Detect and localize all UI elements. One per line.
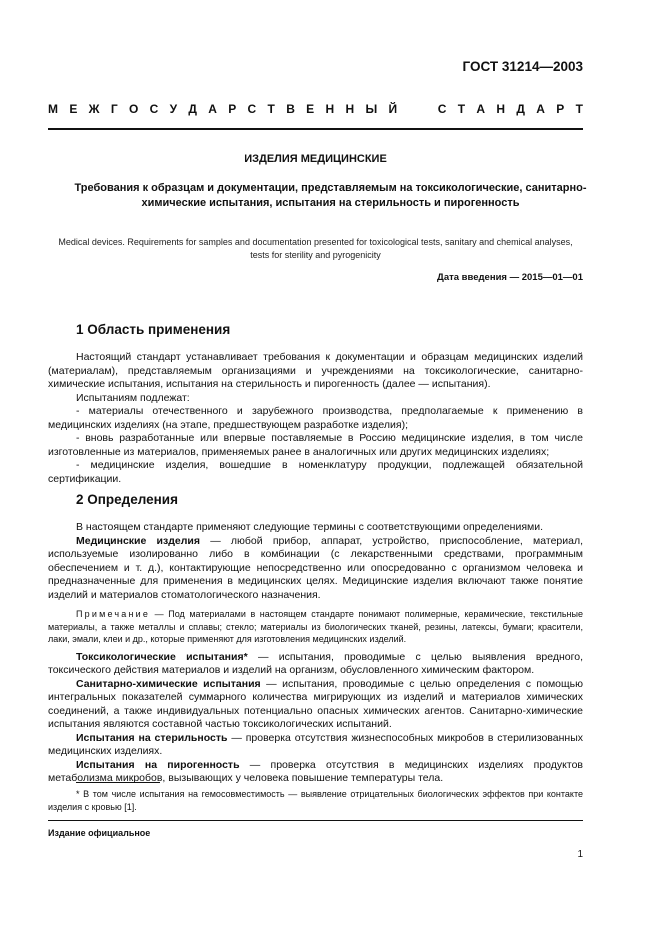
banner-letter: Ы [365,102,378,116]
banner-letter: М [48,102,58,116]
footer-divider [48,820,583,821]
publication-label: Издание официальное [48,828,151,838]
banner-letter: Д [188,102,197,116]
term-definition: — испытания, проводимые с целью выявления вредного, токсического действия материалов и изделий на организм, обусловленного химическим фактором. [48,650,583,676]
banner-letter: Й [388,102,398,116]
term: Медицинские изделия [76,534,200,547]
english-title: Medical devices. Requirements for samples and documentation presented for toxicological tests, sanitary and chemical analyses, tests for sterility and pyrogenicity [58,237,573,260]
banner-letter: Т [575,102,583,116]
banner-letter: Ж [88,102,100,116]
paragraph: В настоящем стандарте применяют следующие термины с соответствующими определениями. [76,521,544,533]
list-item: - материалы отечественного и зарубежного производства, предполагаемые к применению в медицинских изделиях (на этапе, предшествующем разработке изделия); [48,405,583,431]
document-subtitle: Требования к образцам и документации, представляемым на токсикологические, санитарно-химические испытания, испытания на стерильность и пирогенность [74,182,587,209]
effective-date: Дата введения — 2015—01—01 [437,272,583,283]
list-item: - медицинские изделия, вошедшие в номенклатуру продукции, подлежащей обязательной сертификации. [48,459,583,485]
term: Испытания на стерильность [76,731,228,744]
header-divider [48,128,583,130]
banner-letter: У [169,102,178,116]
definition [48,732,583,759]
document-title: ИЗДЕЛИЯ МЕДИЦИНСКИЕ [244,153,387,165]
footnote [48,788,583,813]
section-2-heading: 2 Определения [76,492,178,507]
section-1-heading: 1 Область применения [76,322,231,337]
banner-letter: О [128,102,139,116]
definition [48,535,583,603]
banner-letter: Е [306,102,315,116]
banner-letter [423,102,426,116]
banner-letter: А [476,102,486,116]
footnote-divider [76,782,160,783]
banner-letter: Д [516,102,525,116]
term-definition: — проверка отсутствия жизнеспособных микробов в стерилизованных медицинских изделиях. [48,731,583,757]
term-definition: — проверка отсутствия в медицинских изделиях продуктов метаболизма микробов, вызывающих у человека повышение температуры тела. [48,758,583,784]
term: Испытания на пирогенность [76,758,240,771]
standard-banner [48,102,583,116]
section-1-body [48,351,583,486]
banner-letter: С [247,102,257,116]
note-text: — Под материалами в настоящем стандарте понимают полимерные, керамические, текстильные материалы, а также металлы и сплавы; стекло; материалы из биологических тканей, резины, латексы, бумаги; красители, лаки, эмали, клеи и др., которые применяют для изготовления медицинских изделий. [48,609,583,644]
banner-letter: Р [556,102,565,116]
banner-letter: Т [457,102,466,116]
banner-letter: Н [496,102,506,116]
term: Санитарно-химические испытания [76,677,261,690]
banner-letter: Г [110,102,118,116]
paragraph: Настоящий стандарт устанавливает требования к документации и образцам медицинских изделий (материалам), представляемым организациями и учреждениями на токсикологические, санитарно-химические испытания, испытания на стерильность и пирогенность (далее — испытания). [48,351,583,390]
term-definition: — любой прибор, аппарат, устройство, приспособление, материал, используемые изолированно либо в комбинации (с лекарственными средствами, программным обеспечением и т. д.), контактирующие непосредственно или опосредованно с организмом человека и предназначенные для применения в медицинских целях. Медицинские изделия включают также понятие изделий и материалов стоматологического назначения. [48,534,584,601]
paragraph: Испытаниям подлежат: [76,391,190,404]
banner-letter: Н [325,102,335,116]
banner-letter: Е [69,102,78,116]
term-definition: — испытания, проводимые с целью определения с помощью интегральных показателей суммарного количества мигрирующих из изделий и материалов химических соединений, а также индивидуальных потенциально опасных химических агентов. Санитарно-химические испытания являются составной частью токсикологических испытаний. [48,677,583,730]
banner-letter: В [286,102,295,116]
banner-letter: Т [267,102,275,116]
banner-letter: Р [228,102,237,116]
note [48,608,583,646]
note-label: Примечание [76,609,151,619]
document-number: ГОСТ 31214—2003 [462,59,583,74]
section-2-body [48,521,583,786]
list-item: - вновь разработанные или впервые поставляемые в Россию медицинские изделия, в том числе изготовленные из материалов, применяемых ранее в аналогичных или других медицинских изделиях; [48,432,583,458]
banner-letter: А [208,102,217,116]
banner-letter: С [149,102,159,116]
banner-letter: А [536,102,545,116]
definition [48,678,583,732]
page-number: 1 [577,849,583,860]
banner-letter: Н [345,102,355,116]
banner-letter [408,102,411,116]
definition [48,651,583,678]
banner-letter: С [437,102,447,116]
term: Токсикологические испытания* [76,650,248,663]
footnote-text: * В том числе испытания на гемосовместимость — выявление отрицательных биологических эффектов при контакте изделия с кровью [1]. [48,789,583,812]
